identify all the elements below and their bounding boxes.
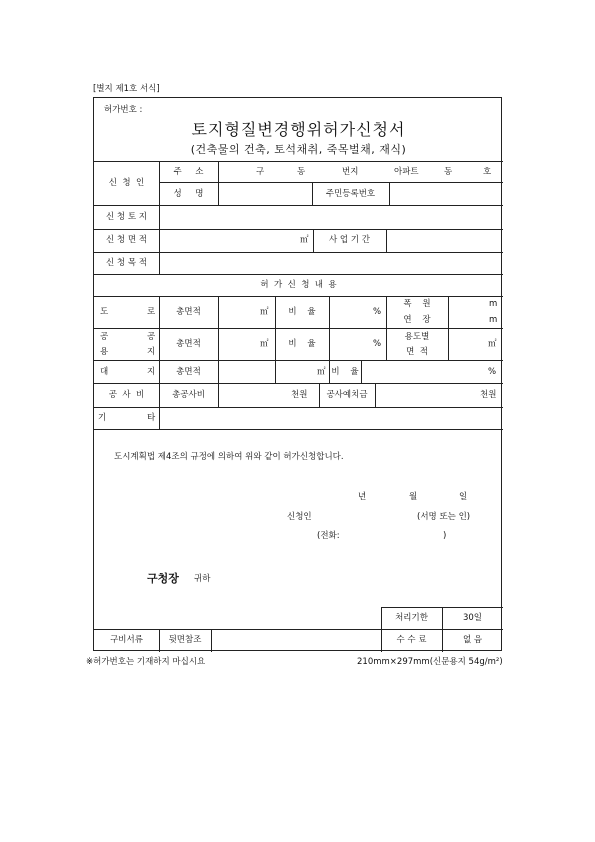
name-label: 성 명 <box>173 189 204 199</box>
road-total-area-label: 총면적 <box>176 307 201 317</box>
road-length-label: 연 장 <box>403 315 431 325</box>
site-total-area-label: 총면적 <box>176 367 201 377</box>
form-number-label: [별지 제1호 서식] <box>93 84 160 94</box>
phone-label: (전화: <box>317 531 340 541</box>
area-label: 신 청 면 적 <box>106 235 147 245</box>
name-field[interactable] <box>219 183 311 204</box>
site-ratio-label: 비 율 <box>331 367 359 377</box>
area-unit: ㎡ <box>300 235 309 245</box>
address-ho: 호 <box>483 167 492 177</box>
sign-note: (서명 또는 인) <box>417 512 471 522</box>
processing-label: 처리기한 <box>395 613 428 623</box>
park-total-area-label: 총면적 <box>176 339 201 349</box>
land-field[interactable] <box>160 206 502 228</box>
period-label: 사 업 기 간 <box>329 235 370 245</box>
docs-label: 구비서류 <box>110 635 143 645</box>
road-area-unit: ㎡ <box>260 307 269 317</box>
address-apt-dong: 동 <box>444 167 453 177</box>
park-area-label: 면 적 <box>406 347 428 357</box>
permit-number-label: 허가번호 : <box>104 105 143 115</box>
recipient: 구청장 <box>147 572 179 585</box>
park-area-unit: ㎡ <box>260 339 269 349</box>
form-subtitle: (건축물의 건축, 토석채취, 죽목벌채, 재식) <box>190 143 407 156</box>
footnote-right: 210mm×297mm(신문용지 54g/m²) <box>357 657 503 667</box>
address-bunji: 번지 <box>342 167 359 177</box>
deposit-unit: 천원 <box>480 390 497 400</box>
date-month: 월 <box>409 492 418 502</box>
road-length-unit: m <box>489 315 498 325</box>
park-label-1: 공 <box>100 332 109 342</box>
rrn-label: 주민등록번호 <box>325 189 376 199</box>
other-label-left: 기 <box>98 413 107 423</box>
permit-application-form <box>93 97 502 651</box>
site-label-right: 지 <box>147 367 156 377</box>
fee-label: 수 수 료 <box>396 635 427 645</box>
park-pct: % <box>373 339 382 349</box>
rrn-field[interactable] <box>390 183 502 204</box>
site-label-left: 대 <box>100 367 109 377</box>
content-header: 허 가 신 청 내 용 <box>260 280 337 290</box>
park-label-3: 용 <box>100 347 109 357</box>
deposit-label: 공사예치금 <box>326 390 368 400</box>
processing-value: 30일 <box>462 613 483 623</box>
road-ratio-label: 비 율 <box>288 307 316 317</box>
address-apt: 아파트 <box>394 167 419 177</box>
road-pct: % <box>373 307 382 317</box>
park-label-4: 지 <box>147 347 156 357</box>
park-label-2: 공 <box>147 332 156 342</box>
road-width-unit: m <box>489 299 498 309</box>
road-label-right: 로 <box>147 307 156 317</box>
address-gu: 구 <box>256 167 265 177</box>
park-ratio-label: 비 율 <box>288 339 316 349</box>
applicant-label: 신 청 인 <box>108 178 145 188</box>
address-label: 주 소 <box>173 167 204 177</box>
other-label-right: 타 <box>147 413 156 423</box>
road-width-label: 폭 원 <box>403 299 431 309</box>
footnote-left: ※허가번호는 기재하지 마십시요 <box>86 657 206 667</box>
other-field[interactable] <box>160 408 502 428</box>
road-label-left: 도 <box>100 307 109 317</box>
docs-value: 뒷면참조 <box>168 635 202 645</box>
purpose-field[interactable] <box>160 253 502 273</box>
park-per-use-unit: ㎡ <box>488 339 497 349</box>
date-year: 년 <box>358 492 367 502</box>
fee-value: 없 음 <box>462 635 483 645</box>
recipient-suffix: 귀하 <box>194 574 211 584</box>
cost-label: 공 사 비 <box>108 390 145 400</box>
land-label: 신 청 토 지 <box>106 212 147 222</box>
site-pct: % <box>488 367 497 377</box>
applicant-sign-label: 신청인 <box>287 512 312 522</box>
statement-text: 도시계획법 제4조의 규정에 의하여 위와 같이 허가신청합니다. <box>114 452 344 462</box>
address-dong: 동 <box>297 167 306 177</box>
total-cost-unit: 천원 <box>291 390 308 400</box>
purpose-label: 신 청 목 적 <box>106 258 147 268</box>
total-cost-label: 총공사비 <box>172 390 205 400</box>
form-title: 토지형질변경행위허가신청서 <box>191 120 406 139</box>
date-day: 일 <box>459 492 468 502</box>
park-per-use-label: 용도별 <box>404 332 430 342</box>
site-area-unit: ㎡ <box>317 367 326 377</box>
phone-close: ) <box>443 531 447 541</box>
